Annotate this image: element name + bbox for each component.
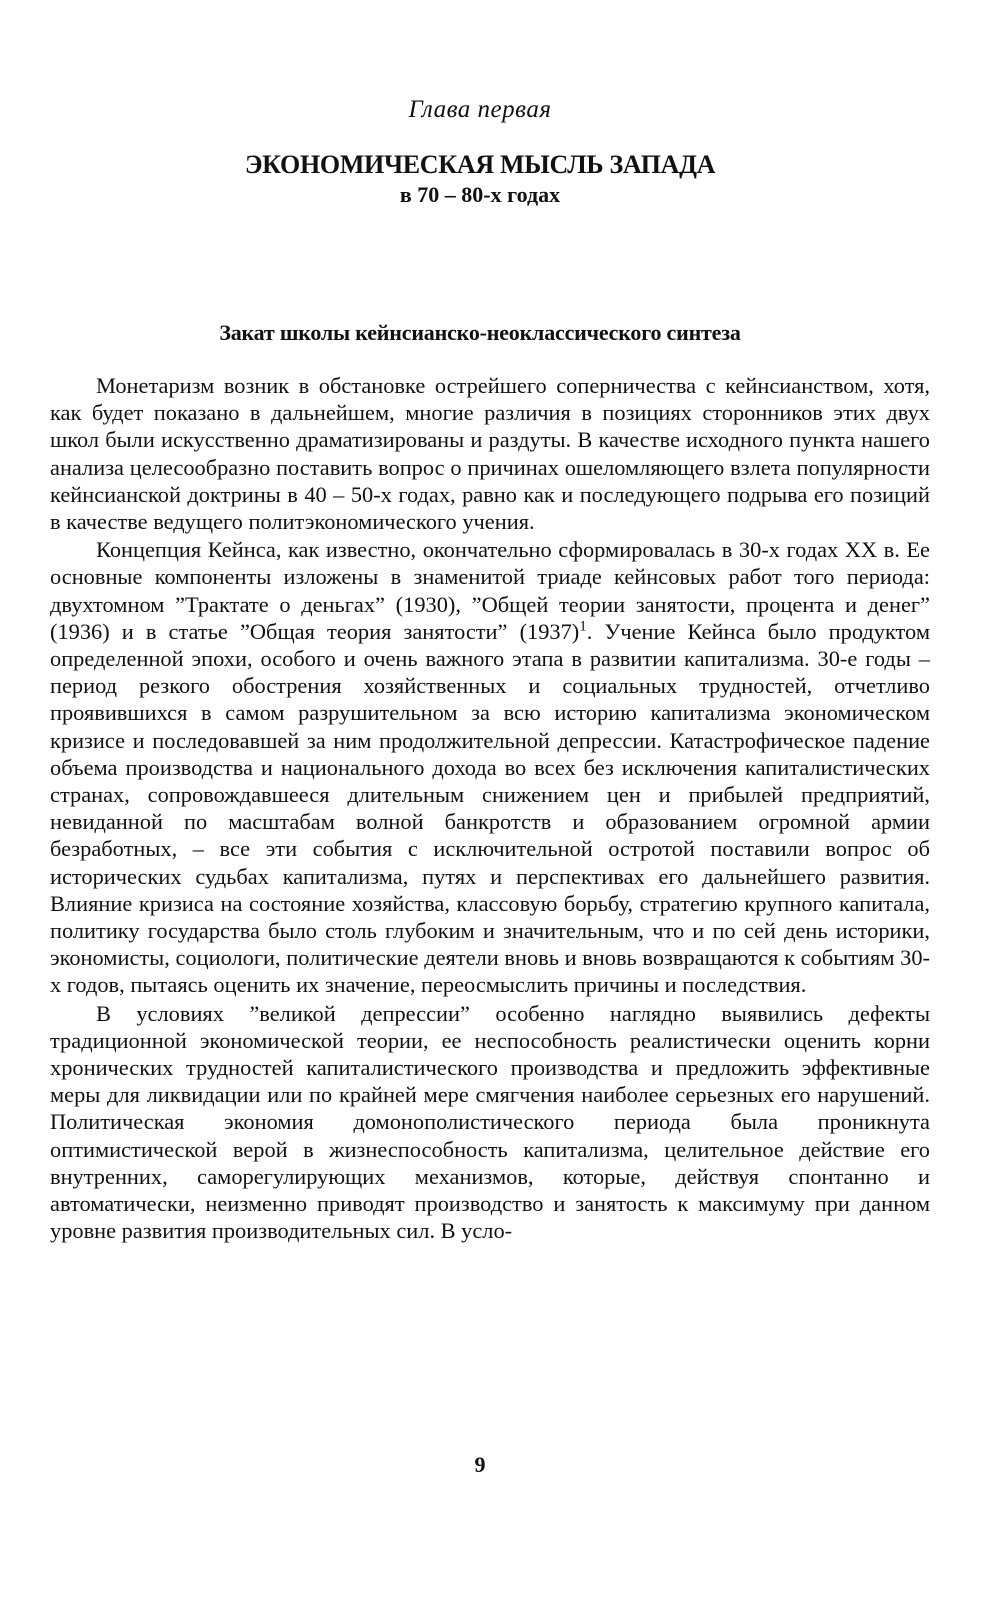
chapter-label: Глава первая — [408, 96, 552, 123]
paragraph — [50, 536, 930, 998]
paragraph-text: Концепция Кейнса, как известно, окончательно сформировалась в 30-х годах XX в. Ее основные компоненты изложены в знаменитой триаде кейнсовых работ того периода: двухтомном ”Трактате о деньгах” (1930), ”Общей теории занятости, процента и денег” (1936) и в статье ”Общая теория занятости” (1937) — [50, 537, 930, 644]
paragraph: Монетаризм возник в обстановке острейшего соперничества с кейнсианством, хотя, как будет показано в дальнейшем, многие различия в позициях сторонников этих двух школ были искусственно драматизированы и раздуты. В качестве исходного пункта нашего анализа целесообразно поставить вопрос о причинах ошеломляющего взлета популярности кейнсианской доктрины в 40 – 50-х годах, равно как и последующего подрыва его позиций в качестве ведущего политэкономического учения. — [50, 373, 930, 535]
chapter-title: ЭКОНОМИЧЕСКАЯ МЫСЛЬ ЗАПАДА — [244, 150, 716, 179]
paragraph-text: . Учение Кейнса было продуктом определенной эпохи, особого и очень важного этапа в развитии капитализма. 30-е годы – период резкого обострения хозяйственных и социальных трудностей, отчетливо проявившихся в самом разрушительном за всю историю капитализма экономическом кризисе и последовавшей за ним продолжительной депрессии. Катастрофическое падение объема производства и национального дохода во всех без исключения капиталистических странах, сопровождавшееся длительным снижением цен и прибылей предприятий, невиданной по масштабам волной банкротств и образованием огромной армии безработных, – все эти события с исключительной остротой поставили вопрос об исторических судьбах капитализма, путях и перспективах его дальнейшего развития. Влияние кризиса на состояние хозяйства, классовую борьбу, стратегию крупного капитала, политику государства было столь глубоким и значительным, что и по сей день историки, экономисты, социологи, политические деятели вновь и вновь возвращаются к событиям 30-х годов, пытаясь оценить их значение, переосмыслить причины и последствия. — [50, 618, 930, 998]
body-text — [50, 372, 930, 1245]
page-number: 9 — [474, 1452, 486, 1477]
footnote-marker: 1 — [579, 618, 587, 635]
paragraph: В условиях ”великой депрессии” особенно наглядно выявились дефекты традиционной экономической теории, ее неспособность реалистически оценить корни хронических трудностей капиталистического производства и предложить эффективные меры для ликвидации или по крайней мере смягчения наиболее серьезных его нарушений. Политическая экономия домонополистического периода была проникнута оптимистической верой в жизнеспособность капитализма, целительное действие его внутренних, саморегулирующих механизмов, которые, действуя спонтанно и автоматически, неизменно приводят производство и занятость к максимуму при данном уровне развития производительных сил. В усло- — [50, 1000, 930, 1244]
chapter-subtitle: в 70 – 80-х годах — [399, 182, 561, 207]
section-heading: Закат школы кейнсианско-неоклассического синтеза — [219, 320, 741, 345]
